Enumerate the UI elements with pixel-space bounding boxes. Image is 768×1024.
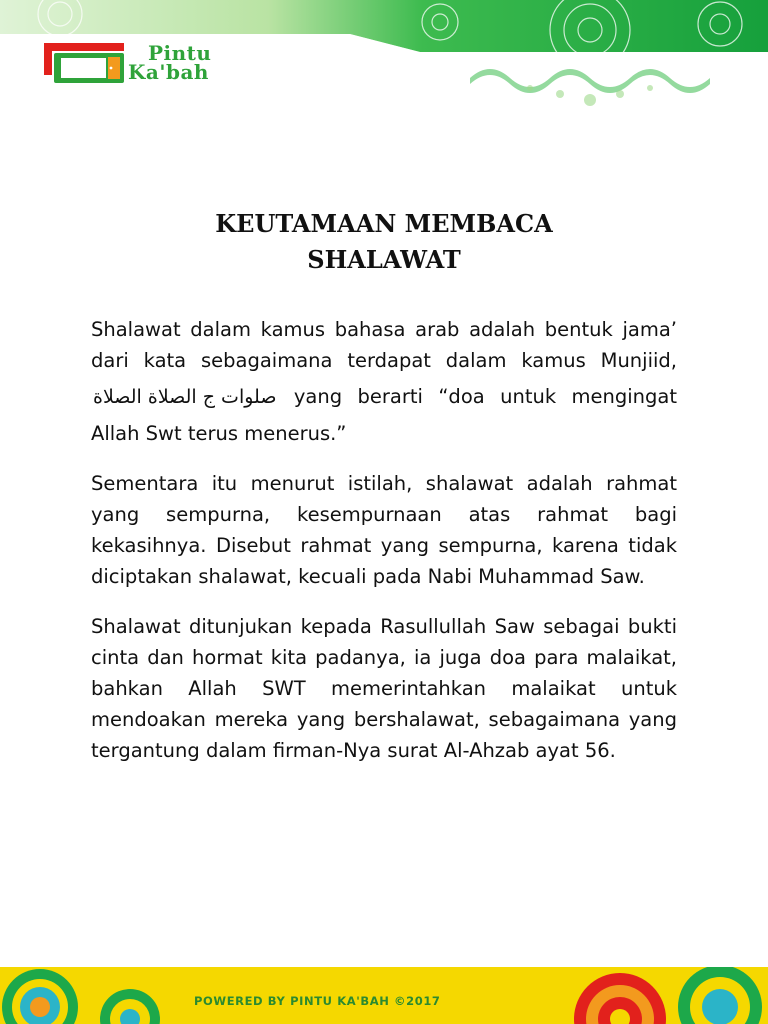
paragraph-1-text-a: Shalawat dalam kamus bahasa arab adalah bentuk jama’ dari kata sebagaimana terdapat dalam kamus Munjiid, — [91, 318, 677, 372]
brand-name — [128, 41, 212, 84]
brand-name-line1: Pintu — [148, 41, 212, 65]
paragraph-1-text-b: yang berarti “doa untuk mengingat Allah Swt terus menerus.” — [91, 385, 677, 445]
paragraph-3: Shalawat ditunjukan kepada Rasullullah Saw sebagai bukti cinta dan hormat kita padanya, ia juga doa para malaikat, bahkan Allah SWT memerintahkan malaikat untuk mendoakan mereka yang bershalawat, sebagaimana yang tergantung dalam firman-Nya surat Al-Ahzab ayat 56. — [91, 615, 677, 762]
arabic-term: صلوات ج الصلاة الصلاة — [93, 386, 277, 408]
powered-by-text: POWERED BY PINTU KA'BAH ©2017 — [194, 994, 441, 1008]
title-line-1: KEUTAMAAN MEMBACA — [215, 209, 553, 238]
brand-logo — [44, 43, 211, 83]
door-logo-icon — [44, 43, 124, 83]
title-line-2: SHALAWAT — [307, 245, 461, 274]
document-body — [91, 314, 677, 785]
paragraph-1 — [91, 314, 677, 449]
brand-name-line2: Ka'bah — [128, 60, 209, 84]
document-title — [0, 206, 768, 278]
paragraph-2: Sementara itu menurut istilah, shalawat adalah rahmat yang sempurna, kesempurnaan atas rahmat bagi kekasihnya. Disebut rahmat yang sempurna, karena tidak diciptakan shalawat, kecuali pada Nabi Muhammad Saw. — [91, 472, 677, 588]
